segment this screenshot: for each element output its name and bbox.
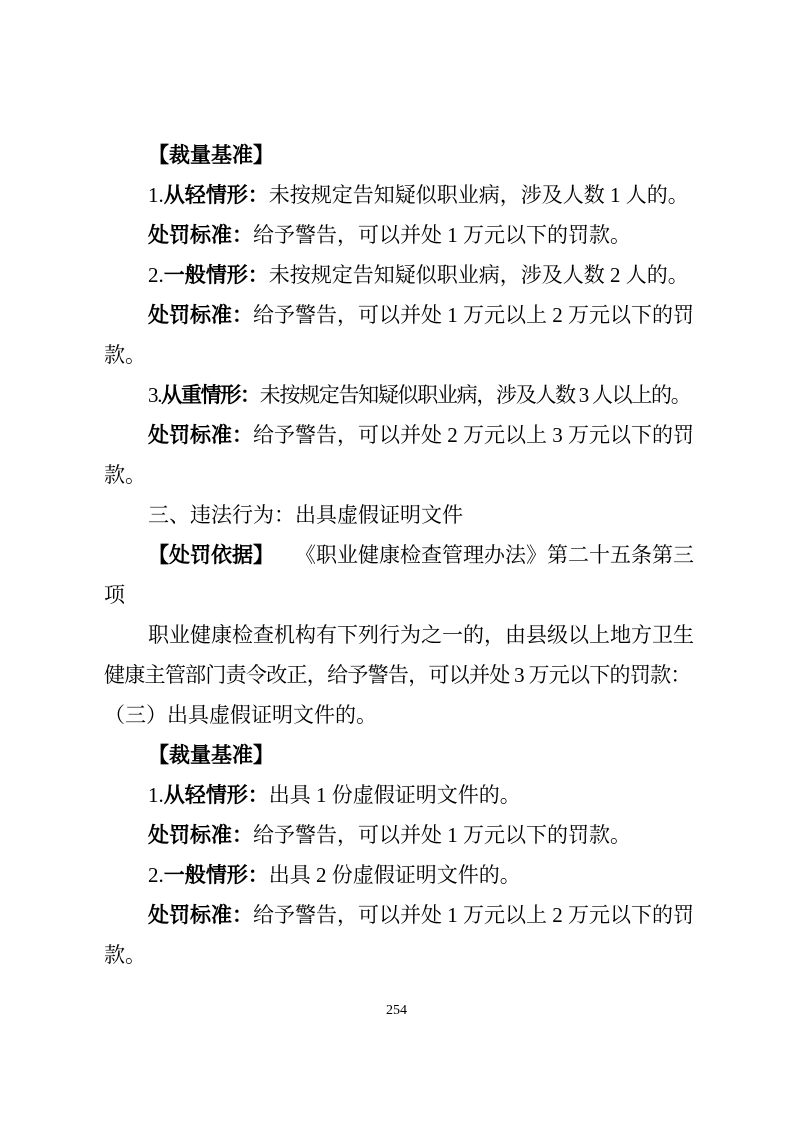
text-run: 未按规定告知疑似职业病，涉及人数 2 人的。: [268, 263, 689, 287]
document-body: [104, 135, 700, 975]
emphasis-run: 处罚标准：: [148, 423, 253, 447]
text-run: 2.: [148, 263, 164, 287]
emphasis-run: 处罚标准：: [148, 903, 253, 927]
emphasis-run: 处罚标准：: [148, 223, 253, 247]
text-run: 款。: [104, 943, 146, 967]
text-line: [104, 575, 700, 615]
text-line: [104, 455, 700, 495]
text-run: 《职业健康检查管理办法》第二十五条第三: [263, 543, 694, 567]
text-run: 3.: [148, 383, 162, 407]
text-run: （三）出具虚假证明文件的。: [104, 703, 377, 727]
text-line: [104, 615, 700, 655]
text-line: [104, 135, 700, 175]
text-line: [104, 895, 700, 935]
text-line: [104, 495, 700, 535]
emphasis-run: 处罚标准：: [148, 823, 253, 847]
text-run: 健康主管部门责令改正，给予警告，可以并处 3 万元以下的罚款：: [104, 663, 691, 687]
emphasis-run: 【裁量基准】: [148, 743, 274, 767]
emphasis-run: 处罚标准：: [148, 303, 253, 327]
text-line: [104, 855, 700, 895]
emphasis-run: 【裁量基准】: [148, 143, 274, 167]
text-line: [104, 295, 700, 335]
text-line: [104, 215, 700, 255]
text-line: [104, 655, 700, 695]
text-line: [104, 935, 700, 975]
text-run: 给予警告，可以并处 1 万元以下的罚款。: [253, 223, 631, 247]
page-number: 254: [386, 1003, 407, 1018]
text-line: [104, 335, 700, 375]
text-run: 给予警告，可以并处 2 万元以上 3 万元以下的罚: [253, 423, 694, 447]
text-line: [104, 815, 700, 855]
text-run: 给予警告，可以并处 1 万元以上 2 万元以下的罚: [253, 903, 694, 927]
text-run: 1.: [148, 783, 164, 807]
text-run: 给予警告，可以并处 1 万元以上 2 万元以下的罚: [253, 303, 694, 327]
text-line: [104, 695, 700, 735]
text-run: 款。: [104, 343, 146, 367]
text-run: 三、违法行为：出具虚假证明文件: [148, 503, 463, 527]
emphasis-run: 【处罚依据】: [148, 543, 264, 567]
emphasis-run: 一般情形：: [163, 263, 269, 287]
text-line: [104, 375, 700, 415]
text-line: [104, 255, 700, 295]
text-run: 出具 1 份虚假证明文件的。: [268, 783, 521, 807]
text-run: 职业健康检查机构有下列行为之一的，由县级以上地方卫生: [148, 623, 694, 647]
text-line: [104, 415, 700, 455]
text-line: [104, 175, 700, 215]
emphasis-run: 从轻情形：: [163, 183, 269, 207]
text-run: 出具 2 份虚假证明文件的。: [268, 863, 521, 887]
emphasis-run: 一般情形：: [163, 863, 269, 887]
emphasis-run: 从轻情形：: [163, 783, 269, 807]
text-run: 1.: [148, 183, 164, 207]
text-line: [104, 775, 700, 815]
text-run: 项: [104, 583, 125, 607]
text-run: 未按规定告知疑似职业病，涉及人数 3 人以上的。: [259, 383, 691, 407]
text-run: 2.: [148, 863, 164, 887]
text-run: 未按规定告知疑似职业病，涉及人数 1 人的。: [268, 183, 689, 207]
text-run: 给予警告，可以并处 1 万元以下的罚款。: [253, 823, 631, 847]
text-line: [104, 535, 700, 575]
emphasis-run: 从重情形：: [161, 383, 260, 407]
text-line: [104, 735, 700, 775]
text-run: 款。: [104, 463, 146, 487]
